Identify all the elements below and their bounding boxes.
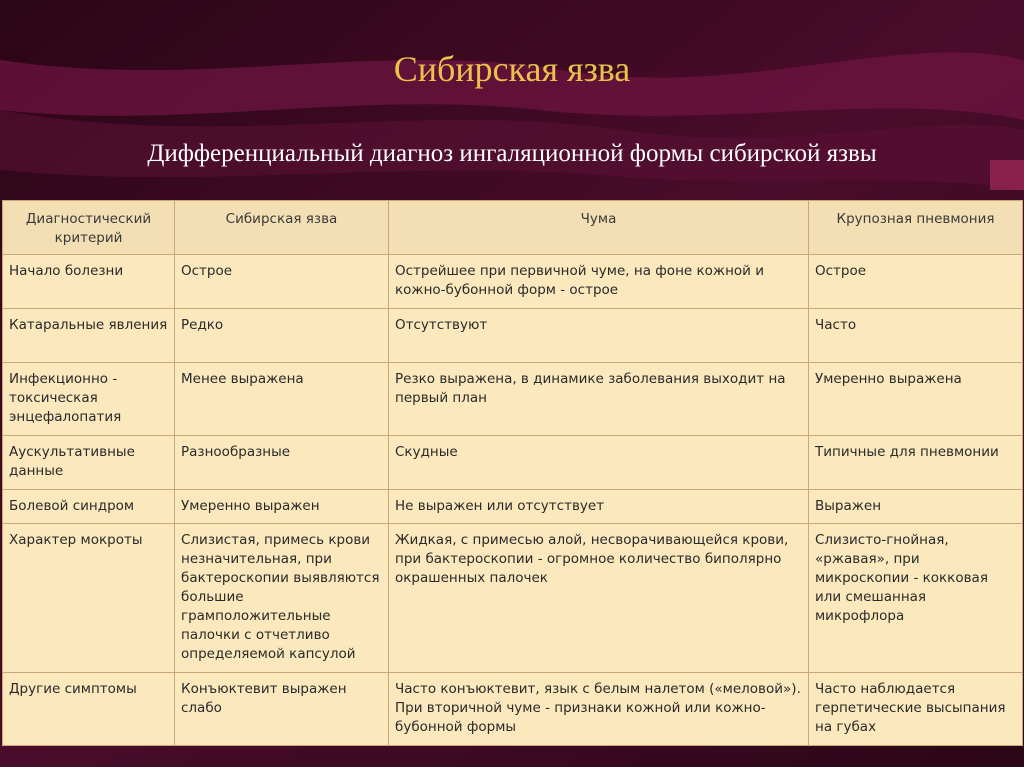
table-cell: Умеренно выражен xyxy=(175,490,389,524)
header-cell: Сибирская язва xyxy=(175,201,389,255)
table-row xyxy=(3,255,1023,309)
table-cell: Острейшее при первичной чуме, на фоне кожной и кожно-бубонной форм - острое xyxy=(389,255,809,309)
table-cell: Аускультативные данные xyxy=(3,436,175,490)
table-cell: Катаральные явления xyxy=(3,309,175,363)
table-cell: Болевой синдром xyxy=(3,490,175,524)
table-cell: Резко выражена, в динамике заболевания выходит на первый план xyxy=(389,363,809,436)
table-row xyxy=(3,490,1023,524)
table-cell: Другие симптомы xyxy=(3,673,175,746)
table-cell: Жидкая, с примесью алой, несворачивающейся крови, при бактероскопии - огромное количество биполярно окрашенных палочек xyxy=(389,524,809,673)
table-cell: Скудные xyxy=(389,436,809,490)
header-cell: Чума xyxy=(389,201,809,255)
table-row xyxy=(3,309,1023,363)
table-row xyxy=(3,436,1023,490)
table-cell: Разнообразные xyxy=(175,436,389,490)
table-cell: Характер мокроты xyxy=(3,524,175,673)
table-cell: Часто xyxy=(809,309,1023,363)
table-cell: Не выражен или отсутствует xyxy=(389,490,809,524)
table-cell: Острое xyxy=(809,255,1023,309)
slide-title: Сибирская язва xyxy=(393,49,631,89)
table-cell: Выражен xyxy=(809,490,1023,524)
table-cell: Типичные для пневмонии xyxy=(809,436,1023,490)
table-cell: Часто наблюдается герпетические высыпания на губах xyxy=(809,673,1023,746)
table-cell: Отсутствуют xyxy=(389,309,809,363)
table-row xyxy=(3,524,1023,673)
table-cell: Острое xyxy=(175,255,389,309)
slide-subtitle: Дифференциальный диагноз ингаляционной формы сибирской язвы xyxy=(147,140,877,167)
table-row xyxy=(3,363,1023,436)
table-cell: Редко xyxy=(175,309,389,363)
table-cell: Слизисто-гнойная, «ржавая», при микроскопии - кокковая или смешанная микрофлора xyxy=(809,524,1023,673)
header-cell: Диагностический критерий xyxy=(3,201,175,255)
header-cell: Крупозная пневмония xyxy=(809,201,1023,255)
table-cell: Часто конъюктевит, язык с белым налетом («меловой»). При вторичной чуме - признаки кожной или кожно-бубонной формы xyxy=(389,673,809,746)
table-cell: Менее выражена xyxy=(175,363,389,436)
table-cell: Инфекционно - токсическая энцефалопатия xyxy=(3,363,175,436)
table-cell: Начало болезни xyxy=(3,255,175,309)
table-cell: Слизистая, примесь крови незначительная, при бактероскопии выявляются большие грамположительные палочки с отчетливо определяемой капсулой xyxy=(175,524,389,673)
differential-diagnosis-table xyxy=(2,200,1023,746)
table-cell: Конъюктевит выражен слабо xyxy=(175,673,389,746)
table-header-row xyxy=(3,201,1023,255)
table-cell: Умеренно выражена xyxy=(809,363,1023,436)
table-row xyxy=(3,673,1023,746)
